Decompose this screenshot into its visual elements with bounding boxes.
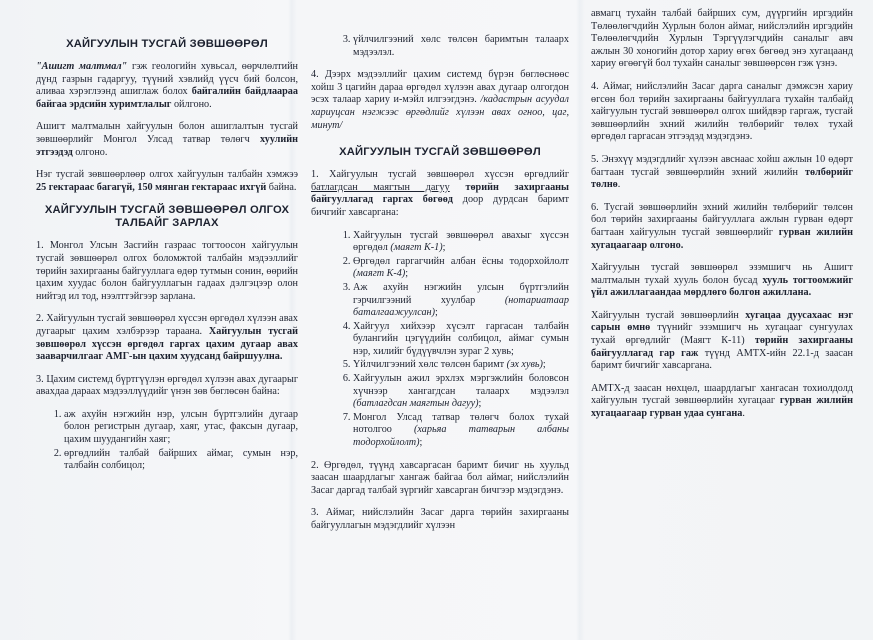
paragraph-step-4b: 4. Аймаг, нийслэлийн Засаг дарга саналыг дэмжсэн хариу өгсөн бол төрийн захиргааны байгууллага тухайн талбайд хайгуулын тусгай зөвшөөрөл олгох шийдвэр гаргаж, тусгай зөвшөөрлийн эхний жилийн төлбөрийг төлөх тухай өргөдөл гаргасан этгээдэд мэдэгдэнэ. <box>591 80 853 143</box>
paragraph-council-opinion: авмагц тухайн талбай байрших сум, дүүргийн иргэдийн Төлөөлөгчдийн Хурлын болон аймаг, нийслэлийн иргэдийн Төлөөлөгчдийн Хурлын Тэргүүлэгчдийн саналыг авч ажлын 30 хоногийн дотор хариу өгөх бөгөөд энэ хугацаанд хариу өгөөгүй бол тухайн саналыг зөвшөөрсөн гэж үзнэ. <box>591 8 853 70</box>
paragraph-definition: "Ашигт малтмал" гэж геологийн хувьсал, өөрчлөлтийн дүнд газрын гадаргуу, түүний хэвлийд үүсч бий болсон, аливаа хэрэглээнд ашиглаж болох байгалийн байдлаараа байгаа эрдсийн хуримтлалыг ойлгоно. <box>36 61 298 110</box>
paragraph-holder-obligations: Хайгуулын тусгай зөвшөөрөл эзэмшигч нь Ашигт малтмалын тухай хууль болон бусад хууль тогтоомжийг үйл ажиллагаандаа мөрдлөго болгон ажиллана. <box>591 262 853 299</box>
column-3 <box>591 0 853 640</box>
paragraph-step-1: 1. Монгол Улсын Засгийн газраас тогтоосон хайгуулын тусгай зөвшөөрөл олгох боломжтой талбайн мэдээллийг төрийн захиргааны байгууллага өдөр тутмын сонин, өөрийн цахим хуудас болон байгууллагын гадаах дэлгэцээр олон нийтэд ил тод, нээлттэйгээр зарлана. <box>36 240 298 302</box>
list-item: 5. Үйлчилгээний хөлс төлсөн баримт (эх хувь); <box>353 359 569 372</box>
list-item: 7. Монгол Улсад татвар төлөгч болох тухай нотолгоо (харьяа татварын албаны тодорхойлолт); <box>353 412 569 450</box>
paragraph-step-3: 3. Цахим системд бүртгүүлэн өргөдөл хүлээн авах дугаарыг авахдаа дараах мэдээллүүдийг үнэн зөв бөглөсөн байна: <box>36 373 298 398</box>
heading-exploration-license-2: ХАЙГУУЛЫН ТУСГАЙ ЗӨВШӨӨРӨЛ <box>339 146 541 159</box>
list-item: 3. үйлчилгээний хөлс төлсөн баримтын талаарх мэдээлэл. <box>353 34 569 59</box>
paragraph-area-size: Нэг тусгай зөвшөөрлөөр олгох хайгуулын талбайн хэмжээ 25 гектараас багагүй, 150 мянган гектараас ихгүй байна. <box>36 169 298 193</box>
column-1 <box>36 0 298 640</box>
documents-list <box>311 230 569 450</box>
heading-announce-area: ХАЙГУУЛЫН ТУСГАЙ ЗӨВШӨӨРӨЛ ОЛГОХ ТАЛБАЙГ ЗАРЛАХ <box>44 204 290 230</box>
paragraph-step-2b: 2. Өргөдөл, түүнд хавсаргасан баримт бичиг нь хуульд заасан шаардлагыг хангаж байгаа бол аймаг, нийслэлийн Засаг даргад талбай зүргийг хавсарган бичгээр мэдэгдэнэ. <box>311 459 569 496</box>
list-item: 2. өргөдлийн талбай байрших аймаг, сумын нэр, талбайн солбицол; <box>64 448 298 473</box>
paragraph-step-6: 6. Тусгай зөвшөөрлийн эхний жилийн төлбөрийг төлсөн бол төрийн захиргааны байгууллага ажлын гурван өдөрт багтаан хайгуулын тусгай зөвшөөрлийг гурван жилийн хугацаагаар олгоно. <box>591 201 853 251</box>
paragraph-application: 1. Хайгуулын тусгай зөвшөөрөл хүссэн өргөдлийг батлагдсан маягтын дагуу төрийн захиргааны байгууллагад гаргах бөгөөд доор дурдсан баримт бичгийг хавсаргана: <box>311 169 569 218</box>
required-info-list <box>36 409 298 473</box>
list-item: 4. Хайгуул хийхээр хүсэлт гаргасан талбайн булангийн цэгүүдийн солбицол, аймаг сумын нэр, хилийг бүдүүвчлэн зураг 2 хувь; <box>353 321 569 359</box>
list-item: 2. Өргөдөл гаргагчийн албан ёсны тодорхойлолт (маягт К-4); <box>353 256 569 281</box>
paragraph-step-4: 4. Дээрх мэдээллийг цахим системд бүрэн бөглөснөөс хойш 3 цагийн дараа өргөдөл хүлээн авах дугаар олгогдон эсэх талаар хариу и-мэйл илгээгдэнэ. /кадастрын асуудал хариуцсан нэгжээс өргөдлийг хүлээн авах огноо, цаг, минут/ <box>311 69 569 131</box>
list-item: 6. Хайгуулын ажил эрхлэх мэргэжлийн боловсон хүчнээр хангагдсан талаарх мэдээлэл (батлагдсан маягтын дагуу); <box>353 373 569 411</box>
paragraph-step-2: 2. Хайгуулын тусгай зөвшөөрөл хүссэн өргөдөл хүлээн авах дугаарыг цахим хэлбэрээр тараана. Хайгуулын тусгай зөвшөөрөл хүссэн өргөдөл гаргах цахим дугаар авах зааварчилгааг АМГ-ын цахим хуудсанд байршуулна. <box>36 313 298 363</box>
column-2 <box>311 0 569 640</box>
paragraph-extension-terms: АМТХ-д заасан нөхцөл, шаардлагыг хангасан тохиолдолд хайгуулын тусгай зөвшөөрлийн хугацааг гурван жилийн хугацаагаар гурван удаа сунгана. <box>591 382 853 420</box>
paragraph-step-5: 5. Энэхүү мэдэгдлийг хүлээн авснаас хойш ажлын 10 өдөрт багтаан тусгай зөвшөөрлийн эхний жилийн төлбөрийг төлнө. <box>591 153 853 191</box>
heading-exploration-license: ХАЙГУУЛЫН ТУСГАЙ ЗӨВШӨӨРӨЛ <box>66 38 268 50</box>
required-info-list-cont <box>311 34 569 59</box>
list-item: 1. аж ахуйн нэгжийн нэр, улсын бүртгэлийн дугаар болон регистрын дугаар, хаяг, утас, факсын дугаар, цахим шуудангийн хаяг; <box>64 409 298 447</box>
list-item: 1. Хайгуулын тусгай зөвшөөрөл авахыг хүссэн өргөдөл (маягт К-1); <box>353 230 569 255</box>
paragraph-extension-request: Хайгуулын тусгай зөвшөөрлийн хугацаа дуусахаас нэг сарын өмнө түүнийг эзэмшигч нь хугацааг сунгуулах тухай өргөдлийг (Маягт К-11) төрийн захиргааны байгууллагад гар гаж түүнд АМТХ-ийн 22.1-д заасан баримт бичгийг хавсаргана. <box>591 309 853 372</box>
paragraph-license-holder: Ашигт малтмалын хайгуулын болон ашиглалтын тусгай зөвшөөрлийг Монгол Улсад татвар төлөгч хуулийн этгээдэд олгоно. <box>36 121 298 158</box>
list-item: 3. Аж ахуйн нэгжийн улсын бүртгэлийн гэрчилгээний хуулбар (нотариатаар баталгаажуулсан); <box>353 282 569 320</box>
paragraph-step-3b: 3. Аймаг, нийслэлийн Засаг дарга төрийн захиргааны байгууллагын мэдэгдлийг хүлээн <box>311 507 569 531</box>
